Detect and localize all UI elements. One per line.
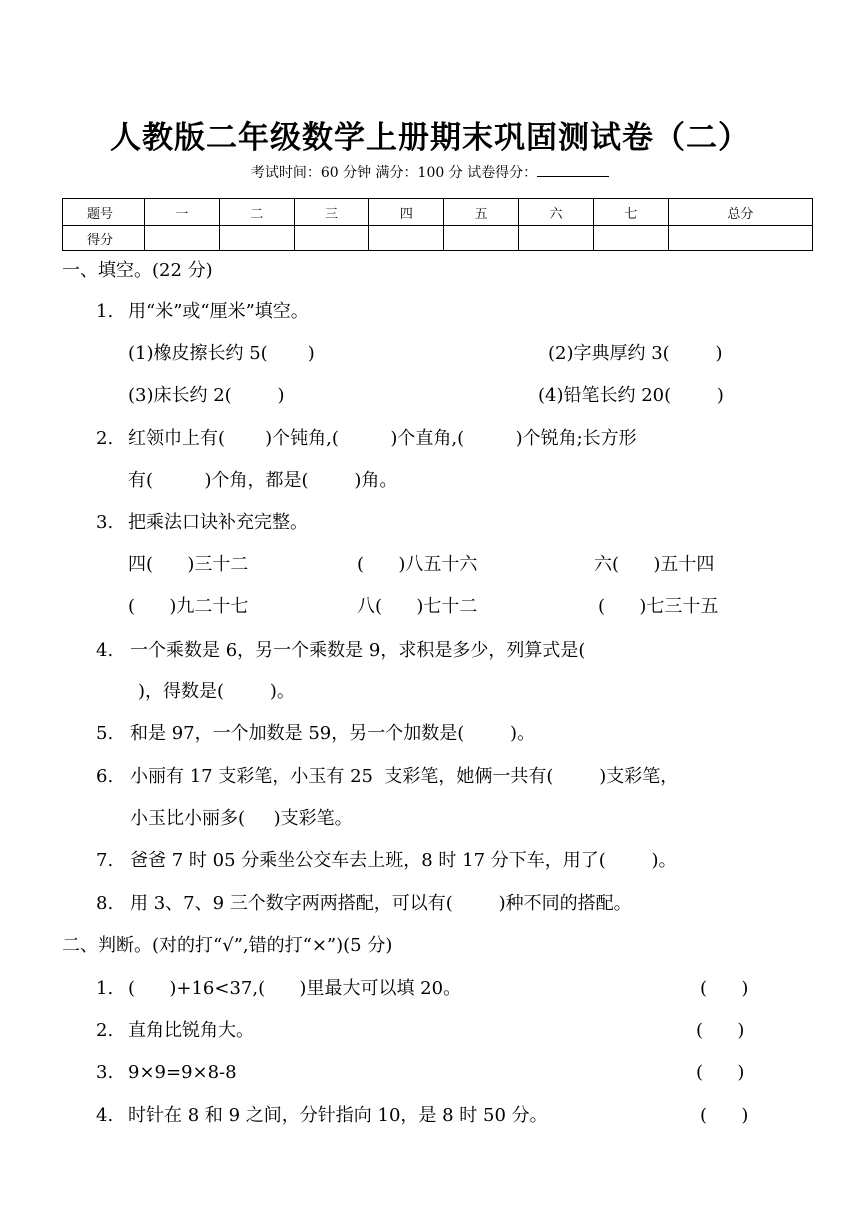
- q4-line2: )，得数是( )。: [138, 681, 295, 702]
- judge-4-number: 4.: [96, 1105, 114, 1126]
- q6-line1: 小丽有 17 支彩笔，小玉有 25 支彩笔，她俩一共有( )支彩笔，: [130, 766, 679, 787]
- q2-line2: 有( )个角，都是( )角。: [128, 470, 398, 491]
- q3-text: 把乘法口诀补充完整。: [128, 512, 308, 533]
- judge-2-number: 2.: [96, 1020, 114, 1041]
- q3-r1c: 六( )五十四: [594, 554, 715, 575]
- header-cell: 二: [219, 199, 294, 226]
- q7-number: 7.: [96, 850, 114, 871]
- score-cell[interactable]: [369, 226, 444, 251]
- judge-1-number: 1.: [96, 978, 114, 999]
- exam-info-text: 考试时间：60 分钟 满分：100 分 试卷得分：: [250, 165, 538, 181]
- judge-1-answer[interactable]: ( ): [700, 978, 749, 999]
- q3-r2b: 八( )七十二: [357, 596, 478, 617]
- score-cell[interactable]: [668, 226, 812, 251]
- q4-number: 4.: [96, 640, 114, 661]
- q2-number: 2.: [96, 428, 114, 449]
- judge-2-answer[interactable]: ( ): [696, 1020, 745, 1041]
- score-cell[interactable]: [145, 226, 220, 251]
- header-cell: 四: [369, 199, 444, 226]
- judge-2-text: 直角比锐角大。: [128, 1020, 254, 1041]
- score-cell[interactable]: [519, 226, 594, 251]
- q3-number: 3.: [96, 512, 114, 533]
- q3-r1b: ( )八五十六: [357, 554, 478, 575]
- header-cell: 六: [519, 199, 594, 226]
- row-label: 得分: [63, 226, 145, 251]
- score-blank: [537, 162, 609, 177]
- q6-number: 6.: [96, 766, 114, 787]
- header-cell: 总分: [668, 199, 812, 226]
- score-cell[interactable]: [444, 226, 519, 251]
- q8-text: 用 3、7、9 三个数字两两搭配，可以有( )种不同的搭配。: [130, 893, 632, 914]
- header-cell: 题号: [63, 199, 145, 226]
- q4-line1: 一个乘数是 6，另一个乘数是 9，求积是多少，列算式是(: [130, 640, 586, 661]
- q1-text: 用“米”或“厘米”填空。: [128, 301, 309, 322]
- header-cell: 一: [145, 199, 220, 226]
- q6-line2: 小玉比小丽多( )支彩笔。: [130, 808, 353, 829]
- score-cell[interactable]: [593, 226, 668, 251]
- score-table: [62, 198, 813, 251]
- q7-text: 爸爸 7 时 05 分乘坐公交车去上班，8 时 17 分下车，用了( )。: [130, 850, 677, 871]
- q1-item-b: (2)字典厚约 3( ): [548, 343, 723, 364]
- q5-number: 5.: [96, 723, 114, 744]
- q1-item-c: (3)床长约 2( ): [128, 385, 285, 406]
- q3-r1a: 四( )三十二: [128, 554, 249, 575]
- judge-4-text: 时针在 8 和 9 之间，分针指向 10，是 8 时 50 分。: [128, 1105, 548, 1126]
- header-cell: 三: [294, 199, 369, 226]
- q1-item-a: (1)橡皮擦长约 5( ): [128, 343, 315, 364]
- q1-number: 1.: [96, 301, 114, 322]
- judge-1-text: ( )+16<37,( )里最大可以填 20。: [128, 978, 462, 999]
- judge-3-text: 9×9=9×8-8: [128, 1062, 237, 1083]
- q3-r2c: ( )七三十五: [598, 596, 719, 617]
- score-cell[interactable]: [294, 226, 369, 251]
- page-title: 人教版二年级数学上册期末巩固测试卷（二）: [110, 120, 750, 156]
- q2-line1: 红领巾上有( )个钝角,( )个直角,( )个锐角;长方形: [128, 428, 637, 449]
- score-cell[interactable]: [219, 226, 294, 251]
- q3-r2a: ( )九二十七: [128, 596, 249, 617]
- section1-heading: 一、填空。(22 分): [62, 260, 213, 281]
- judge-4-answer[interactable]: ( ): [700, 1105, 749, 1126]
- score-table-score-row: [63, 226, 813, 251]
- q8-number: 8.: [96, 893, 114, 914]
- section2-heading: 二、判断。(对的打“√”,错的打“×”)(5 分): [62, 935, 393, 956]
- judge-3-number: 3.: [96, 1062, 114, 1083]
- q5-text: 和是 97，一个加数是 59，另一个加数是( )。: [130, 723, 536, 744]
- header-cell: 五: [444, 199, 519, 226]
- score-table-header-row: [63, 199, 813, 226]
- q1-item-d: (4)铅笔长约 20( ): [538, 385, 724, 406]
- exam-info: [0, 162, 860, 183]
- judge-3-answer[interactable]: ( ): [696, 1062, 745, 1083]
- header-cell: 七: [593, 199, 668, 226]
